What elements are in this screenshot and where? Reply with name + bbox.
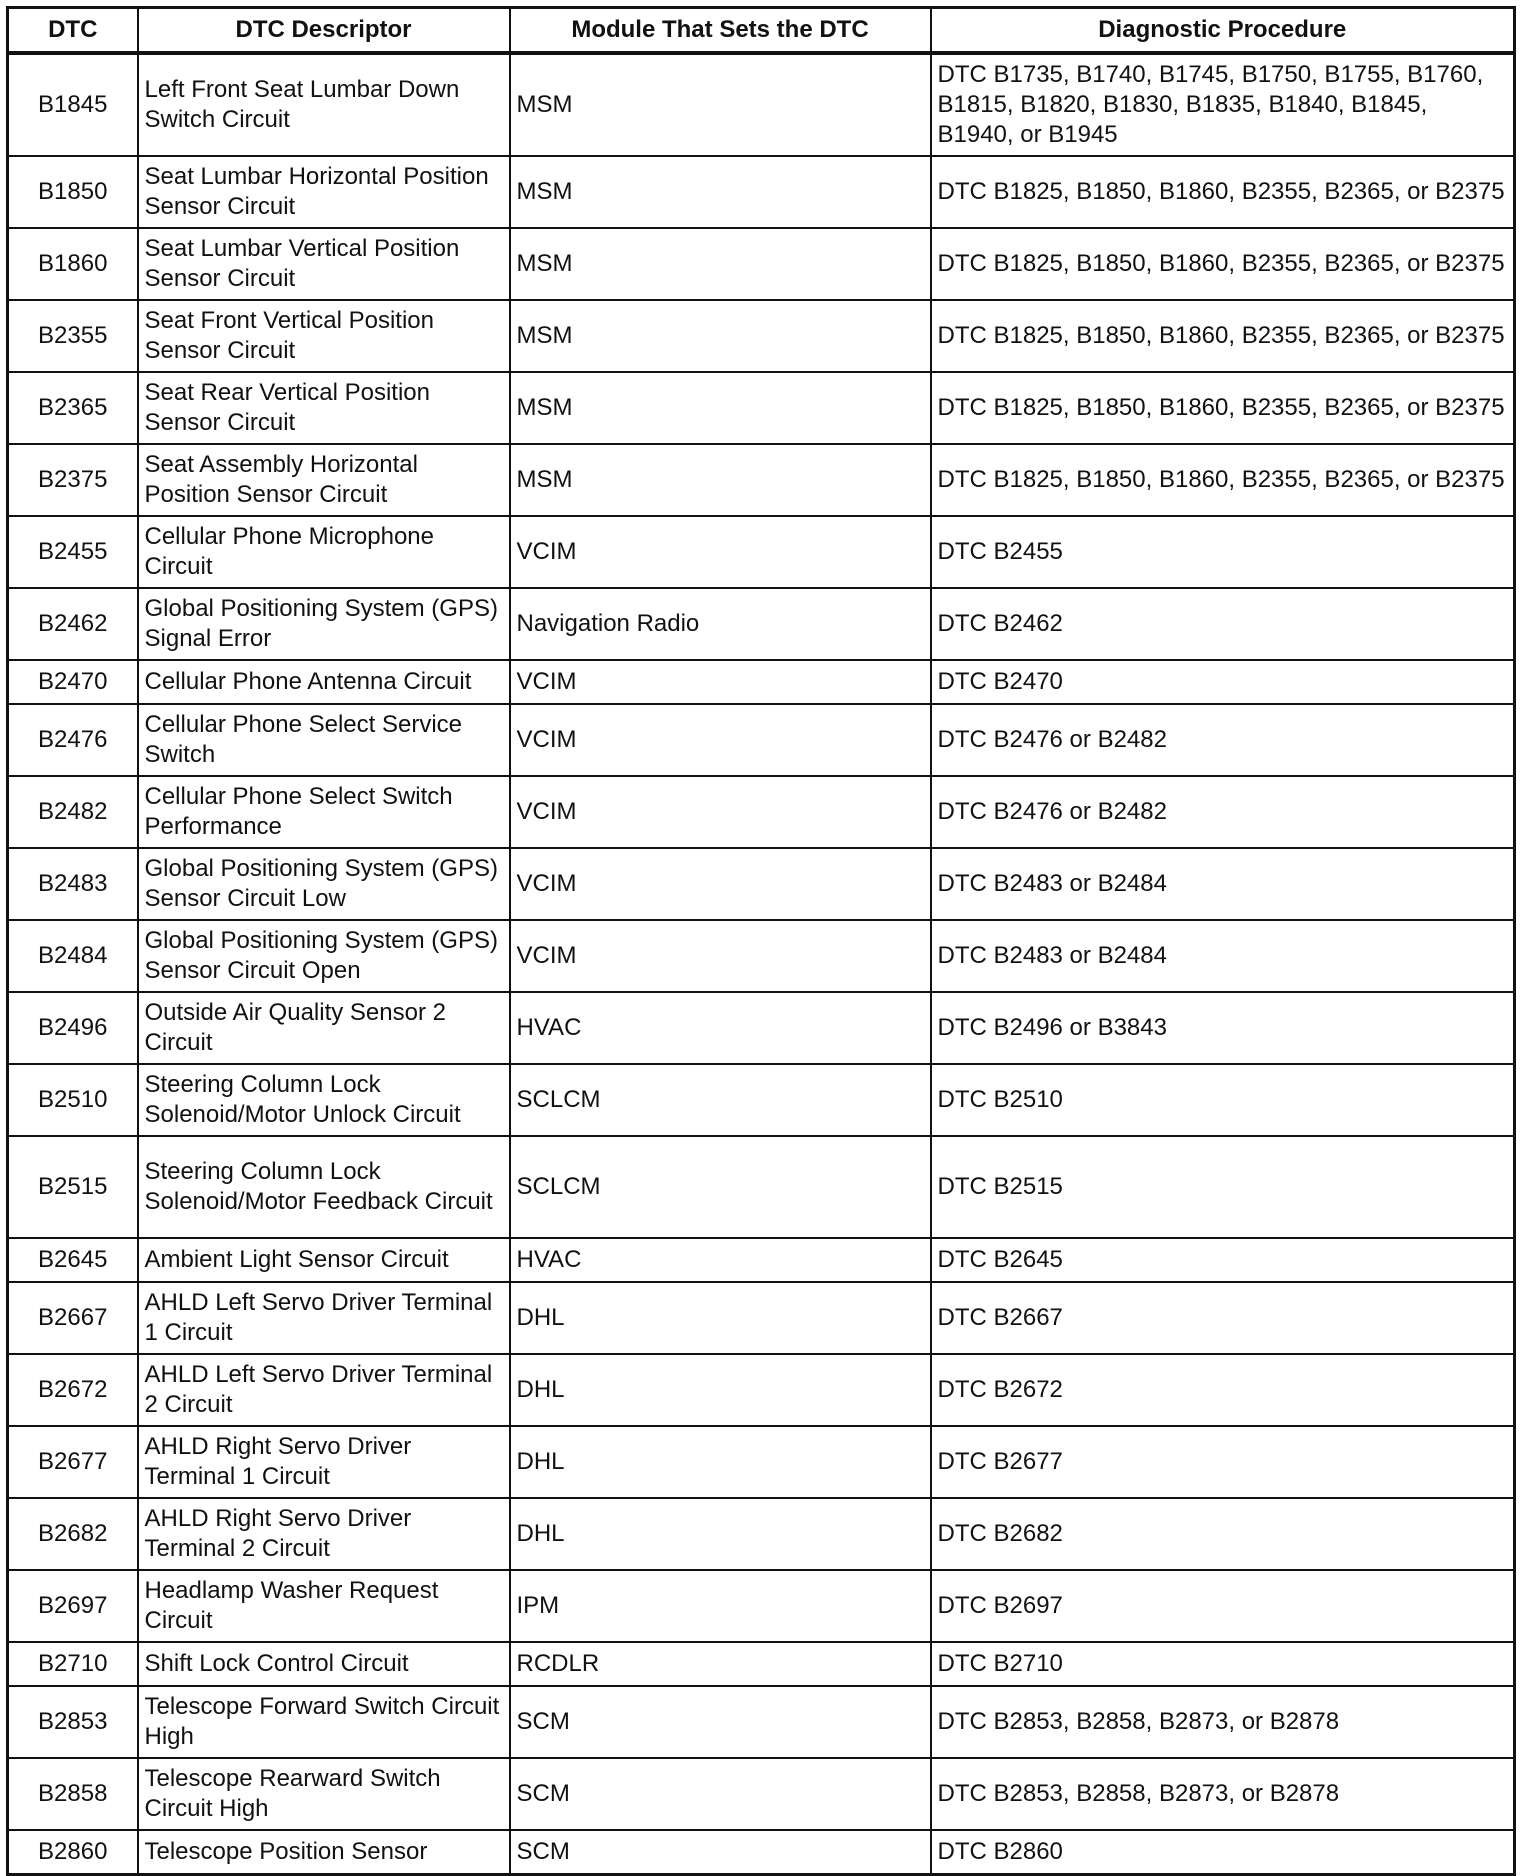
- dtc-module: SCLCM: [510, 1064, 931, 1136]
- dtc-procedure: DTC B2470: [931, 660, 1515, 704]
- table-body: [8, 53, 1515, 1875]
- dtc-module: VCIM: [510, 516, 931, 588]
- dtc-procedure: DTC B2455: [931, 516, 1515, 588]
- header-dtc: DTC: [8, 8, 138, 54]
- dtc-code: B2697: [8, 1570, 138, 1642]
- dtc-procedure: DTC B2515: [931, 1136, 1515, 1238]
- dtc-procedure: DTC B2860: [931, 1830, 1515, 1875]
- table-row: [8, 704, 1515, 776]
- dtc-module: VCIM: [510, 776, 931, 848]
- dtc-procedure: DTC B2483 or B2484: [931, 920, 1515, 992]
- table-row: [8, 1642, 1515, 1686]
- dtc-descriptor: Outside Air Quality Sensor 2 Circuit: [138, 992, 510, 1064]
- table-row: [8, 1238, 1515, 1282]
- dtc-descriptor: Telescope Position Sensor: [138, 1830, 510, 1875]
- dtc-procedure: DTC B2697: [931, 1570, 1515, 1642]
- table-row: [8, 776, 1515, 848]
- table-row: [8, 1136, 1515, 1238]
- dtc-code: B1860: [8, 228, 138, 300]
- dtc-descriptor: AHLD Left Servo Driver Terminal 2 Circuit: [138, 1354, 510, 1426]
- dtc-procedure: DTC B1825, B1850, B1860, B2355, B2365, or B2375: [931, 228, 1515, 300]
- dtc-procedure: DTC B2510: [931, 1064, 1515, 1136]
- dtc-code: B2667: [8, 1282, 138, 1354]
- dtc-code: B2484: [8, 920, 138, 992]
- dtc-module: MSM: [510, 228, 931, 300]
- dtc-procedure: DTC B1825, B1850, B1860, B2355, B2365, or B2375: [931, 372, 1515, 444]
- table-row: [8, 228, 1515, 300]
- dtc-code: B2470: [8, 660, 138, 704]
- dtc-descriptor: Seat Front Vertical Position Sensor Circuit: [138, 300, 510, 372]
- dtc-procedure: DTC B2667: [931, 1282, 1515, 1354]
- dtc-module: MSM: [510, 300, 931, 372]
- table-row: [8, 1570, 1515, 1642]
- table-row: [8, 848, 1515, 920]
- table-row: [8, 156, 1515, 228]
- table-row: [8, 1064, 1515, 1136]
- dtc-code: B2710: [8, 1642, 138, 1686]
- table-row: [8, 1426, 1515, 1498]
- dtc-module: SCM: [510, 1686, 931, 1758]
- dtc-procedure: DTC B2483 or B2484: [931, 848, 1515, 920]
- dtc-code: B2677: [8, 1426, 138, 1498]
- dtc-code: B2365: [8, 372, 138, 444]
- dtc-module: SCM: [510, 1830, 931, 1875]
- dtc-procedure: DTC B2853, B2858, B2873, or B2878: [931, 1758, 1515, 1830]
- dtc-code: B2462: [8, 588, 138, 660]
- dtc-code: B2496: [8, 992, 138, 1064]
- dtc-descriptor: Global Positioning System (GPS) Signal Error: [138, 588, 510, 660]
- dtc-descriptor: AHLD Left Servo Driver Terminal 1 Circuit: [138, 1282, 510, 1354]
- dtc-code: B2510: [8, 1064, 138, 1136]
- table-row: [8, 1686, 1515, 1758]
- dtc-procedure: DTC B2710: [931, 1642, 1515, 1686]
- dtc-code: B2860: [8, 1830, 138, 1875]
- table-row: [8, 920, 1515, 992]
- table-row: [8, 53, 1515, 156]
- dtc-descriptor: Telescope Forward Switch Circuit High: [138, 1686, 510, 1758]
- dtc-procedure: DTC B2462: [931, 588, 1515, 660]
- dtc-code: B2375: [8, 444, 138, 516]
- dtc-code: B2483: [8, 848, 138, 920]
- dtc-module: VCIM: [510, 704, 931, 776]
- table-row: [8, 1830, 1515, 1875]
- dtc-module: VCIM: [510, 660, 931, 704]
- dtc-descriptor: Cellular Phone Select Switch Performance: [138, 776, 510, 848]
- dtc-module: RCDLR: [510, 1642, 931, 1686]
- dtc-descriptor: Global Positioning System (GPS) Sensor Circuit Low: [138, 848, 510, 920]
- dtc-procedure: DTC B2496 or B3843: [931, 992, 1515, 1064]
- dtc-module: HVAC: [510, 992, 931, 1064]
- table-row: [8, 1282, 1515, 1354]
- dtc-descriptor: Steering Column Lock Solenoid/Motor Unlock Circuit: [138, 1064, 510, 1136]
- dtc-code: B2853: [8, 1686, 138, 1758]
- header-module: Module That Sets the DTC: [510, 8, 931, 54]
- dtc-descriptor: Cellular Phone Antenna Circuit: [138, 660, 510, 704]
- table-row: [8, 588, 1515, 660]
- dtc-code: B1845: [8, 53, 138, 156]
- dtc-procedure: DTC B2476 or B2482: [931, 776, 1515, 848]
- dtc-procedure: DTC B2677: [931, 1426, 1515, 1498]
- dtc-procedure: DTC B2672: [931, 1354, 1515, 1426]
- table-row: [8, 1354, 1515, 1426]
- dtc-descriptor: Seat Rear Vertical Position Sensor Circuit: [138, 372, 510, 444]
- header-row: [8, 8, 1515, 54]
- dtc-code: B2482: [8, 776, 138, 848]
- dtc-module: SCM: [510, 1758, 931, 1830]
- dtc-procedure: DTC B2853, B2858, B2873, or B2878: [931, 1686, 1515, 1758]
- document-page: [6, 6, 1513, 1876]
- dtc-module: Navigation Radio: [510, 588, 931, 660]
- dtc-module: IPM: [510, 1570, 931, 1642]
- dtc-descriptor: Shift Lock Control Circuit: [138, 1642, 510, 1686]
- dtc-procedure: DTC B2645: [931, 1238, 1515, 1282]
- table-row: [8, 660, 1515, 704]
- dtc-descriptor: Cellular Phone Microphone Circuit: [138, 516, 510, 588]
- header-procedure: Diagnostic Procedure: [931, 8, 1515, 54]
- dtc-module: MSM: [510, 444, 931, 516]
- dtc-module: HVAC: [510, 1238, 931, 1282]
- dtc-descriptor: Seat Assembly Horizontal Position Sensor Circuit: [138, 444, 510, 516]
- dtc-code: B2455: [8, 516, 138, 588]
- header-descriptor: DTC Descriptor: [138, 8, 510, 54]
- dtc-module: VCIM: [510, 848, 931, 920]
- dtc-module: DHL: [510, 1498, 931, 1570]
- dtc-descriptor: Seat Lumbar Vertical Position Sensor Circuit: [138, 228, 510, 300]
- dtc-descriptor: Telescope Rearward Switch Circuit High: [138, 1758, 510, 1830]
- dtc-module: DHL: [510, 1354, 931, 1426]
- dtc-code: B2682: [8, 1498, 138, 1570]
- table-row: [8, 1758, 1515, 1830]
- dtc-code: B1850: [8, 156, 138, 228]
- dtc-procedure: DTC B1825, B1850, B1860, B2355, B2365, or B2375: [931, 300, 1515, 372]
- dtc-descriptor: Seat Lumbar Horizontal Position Sensor Circuit: [138, 156, 510, 228]
- table-row: [8, 1498, 1515, 1570]
- dtc-module: MSM: [510, 156, 931, 228]
- dtc-procedure: DTC B1825, B1850, B1860, B2355, B2365, or B2375: [931, 156, 1515, 228]
- dtc-descriptor: Left Front Seat Lumbar Down Switch Circuit: [138, 53, 510, 156]
- dtc-descriptor: Steering Column Lock Solenoid/Motor Feedback Circuit: [138, 1136, 510, 1238]
- table-row: [8, 372, 1515, 444]
- dtc-descriptor: Cellular Phone Select Service Switch: [138, 704, 510, 776]
- dtc-procedure: DTC B1735, B1740, B1745, B1750, B1755, B1760, B1815, B1820, B1830, B1835, B1840, B1845, B1940, or B1945: [931, 53, 1515, 156]
- dtc-module: DHL: [510, 1426, 931, 1498]
- dtc-module: VCIM: [510, 920, 931, 992]
- dtc-module: MSM: [510, 53, 931, 156]
- dtc-procedure: DTC B1825, B1850, B1860, B2355, B2365, or B2375: [931, 444, 1515, 516]
- dtc-module: SCLCM: [510, 1136, 931, 1238]
- dtc-module: MSM: [510, 372, 931, 444]
- dtc-descriptor: Global Positioning System (GPS) Sensor Circuit Open: [138, 920, 510, 992]
- dtc-descriptor: Headlamp Washer Request Circuit: [138, 1570, 510, 1642]
- dtc-procedure: DTC B2682: [931, 1498, 1515, 1570]
- dtc-procedure: DTC B2476 or B2482: [931, 704, 1515, 776]
- table-row: [8, 444, 1515, 516]
- dtc-descriptor: Ambient Light Sensor Circuit: [138, 1238, 510, 1282]
- table-row: [8, 300, 1515, 372]
- table-row: [8, 516, 1515, 588]
- dtc-module: DHL: [510, 1282, 931, 1354]
- dtc-descriptor: AHLD Right Servo Driver Terminal 1 Circuit: [138, 1426, 510, 1498]
- dtc-code: B2645: [8, 1238, 138, 1282]
- dtc-descriptor: AHLD Right Servo Driver Terminal 2 Circuit: [138, 1498, 510, 1570]
- dtc-table: [6, 6, 1516, 1876]
- dtc-code: B2672: [8, 1354, 138, 1426]
- dtc-code: B2515: [8, 1136, 138, 1238]
- dtc-code: B2476: [8, 704, 138, 776]
- dtc-code: B2355: [8, 300, 138, 372]
- dtc-code: B2858: [8, 1758, 138, 1830]
- table-row: [8, 992, 1515, 1064]
- table-header: [8, 8, 1515, 54]
